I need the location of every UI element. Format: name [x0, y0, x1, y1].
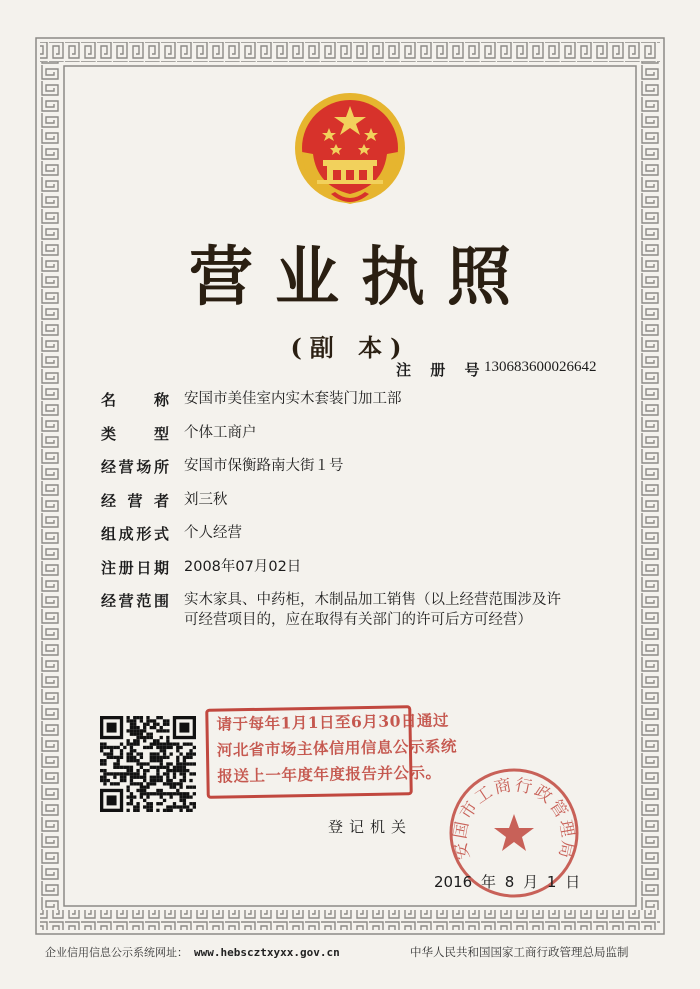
- issue-year-unit: 年: [480, 873, 496, 891]
- field-value: 个体工商户: [184, 425, 257, 441]
- field-label: 经 营 者: [101, 492, 169, 510]
- annual-report-stamp: [205, 705, 458, 799]
- field-value: 实木家具、中药柜，木制品加工销售（以上经营范围涉及许可经营项目的，应在取得有关部门的许可后方可经营）: [184, 592, 561, 628]
- stamp-line: 河北省市场主体信用信息公示系统: [216, 736, 458, 760]
- field-value: 2008年07月02日: [184, 559, 302, 575]
- registration-label: 注 册 号: [396, 361, 487, 379]
- field-value: 安国市美佳室内实木套装门加工部: [184, 391, 402, 407]
- field-label: 组成形式: [101, 525, 169, 543]
- field-value: 安国市保衡路南大街１号: [184, 458, 344, 474]
- document-title: 营业执照: [189, 240, 533, 315]
- stamp-line: 请于每年1月1日至6月30日通过: [216, 710, 450, 734]
- registration-number: 130683600026642: [484, 359, 597, 375]
- field-label: 经营范围: [101, 592, 169, 610]
- issue-day: 1: [546, 873, 557, 891]
- footer-website: [45, 944, 340, 960]
- seal-text: 安国市工商行政管理局: [450, 775, 578, 862]
- field-label: 类 型: [101, 425, 169, 443]
- qr-code-icon[interactable]: [100, 716, 196, 812]
- issue-date: [434, 871, 584, 892]
- field-label: 经营场所: [101, 458, 169, 476]
- field-label: 注册日期: [101, 559, 169, 577]
- field-label: 名 称: [101, 391, 169, 409]
- issue-month-unit: 月: [523, 873, 539, 891]
- star-icon: [494, 814, 534, 851]
- footer-label: 企业信用信息公示系统网址：: [45, 946, 188, 959]
- issue-month: 8: [504, 873, 515, 891]
- document-subtitle: (副 本): [290, 333, 410, 362]
- registration-authority: 登记机关: [328, 818, 413, 836]
- national-emblem-icon: [291, 90, 409, 212]
- footer-issuer: 中华人民共和国国家工商行政管理总局监制: [410, 945, 629, 959]
- stamp-line: 报送上一年度年度报告并公示。: [217, 762, 442, 786]
- field-value: 刘三秋: [184, 492, 228, 508]
- footer-url[interactable]: www.hebscztxyxx.gov.cn: [194, 946, 340, 959]
- issue-year: 2016: [434, 873, 473, 891]
- issue-day-unit: 日: [565, 873, 581, 891]
- field-value: 个人经营: [184, 525, 242, 541]
